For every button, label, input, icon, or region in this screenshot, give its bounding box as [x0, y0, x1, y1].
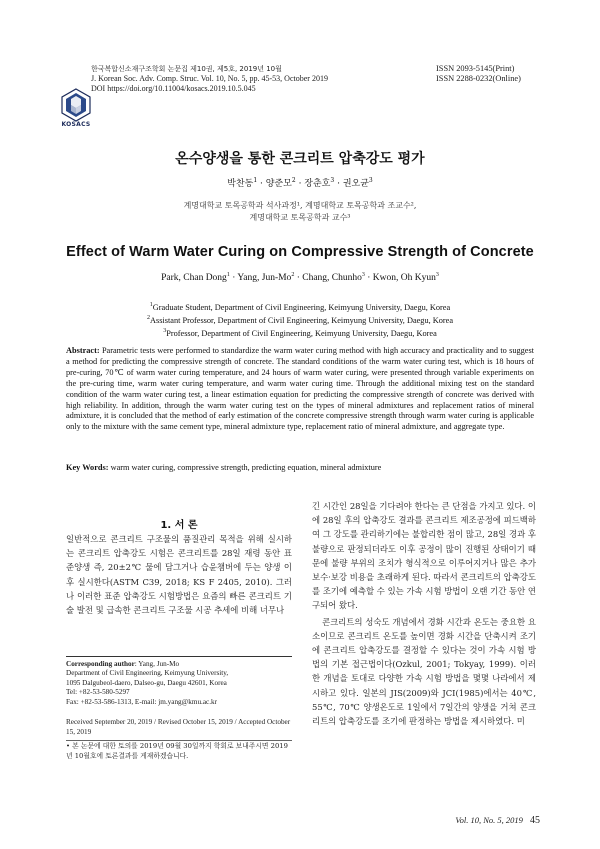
body-paragraph: 긴 시간인 28일을 기다려야 한다는 큰 단점을 가지고 있다. 이에 28일 후의 압축강도 결과를 콘크리트 제조공정에 피드백하여 그 강도를 관리하기에는 불합리한 점이 많고, 28일 경과 후 불량으로 판정되더라도 이후 공정이 많이 진행된 상태이기 때문에 불량 부위의 조치가 형식적으로 이루어지거나 많은 추가 보수·보강 비용을 초래하게 된다. 따라서 콘크리트의 압축강도를 조기에 예측할 수 있는 가속 시험 방법이 오랜 기간 동안 연구되어 왔다. — [312, 501, 536, 611]
journal-name-en: J. Korean Soc. Adv. Comp. Struc. Vol. 10, No. 5, pp. 45-53, October 2019 — [91, 74, 328, 83]
corresponding-name: : Yang, Jun-Mo — [134, 660, 180, 668]
authors-en — [0, 272, 600, 283]
kosacs-logo-icon — [60, 88, 92, 122]
author-separator: · — [229, 273, 238, 284]
author-superscript: 1 — [253, 177, 258, 184]
journal-header — [91, 64, 391, 94]
corresponding-line: 1095 Dalgubeol-daero, Dalseo-gu, Daegu 42601, Korea — [66, 678, 227, 687]
footnote-divider — [66, 656, 292, 657]
author-separator: · — [294, 273, 303, 284]
author-separator: · — [295, 179, 305, 189]
journal-name-ko: 한국복합신소재구조학회 논문집 제10권, 제5호, 2019년 10월 — [91, 65, 282, 73]
issn-block — [436, 64, 576, 84]
paper-title-ko: 온수양생을 통한 콘크리트 압축강도 평가 — [175, 151, 425, 167]
affiliation-en-line — [0, 313, 600, 326]
author-en-name: Park, Chan Dong — [161, 273, 227, 284]
affiliation-superscript: 3 — [163, 327, 167, 334]
affiliations-ko — [0, 200, 600, 224]
corresponding-line: Fax: +82-53-586-1313, E-mail: jm.yang@kmu.ac.kr — [66, 697, 218, 706]
abstract — [66, 346, 534, 433]
author-en-name: Yang, Jun-Mo — [237, 273, 292, 284]
body-paragraph: 콘크리트의 성숙도 개념에서 경화 시간과 온도는 중요한 요소이므로 콘크리트 온도를 높이면 경화 시간을 단축시켜 조기에 콘크리트 압축강도를 결정할 수 있다는 것이 가속 시험 방법의 기본 접근법이다(Ozkul, 2001; Tokyay, 1999). 이러한 개념을 토대로 다양한 가속 시험 방법을 몇몇 나라에서 제시하고 있다. 일본의 JIS(2009)와 JCI(1985)에서는 40℃, 55℃, 70℃ 양생온도로 1일에서 7일간의 양생을 거쳐 콘크리트의 압축강도를 조기에 판정하는 방법을 제시하였다. 미 — [312, 616, 536, 727]
author-separator: · — [257, 179, 266, 189]
body-column-right — [312, 499, 536, 728]
author-separator: · — [334, 179, 343, 189]
keywords-label: Key Words: — [66, 463, 109, 472]
author-ko-name: 권오균 — [342, 179, 369, 189]
author-superscript: 2 — [291, 272, 295, 278]
logo-label: KOSACS — [61, 121, 91, 128]
affiliation-text: Professor, Department of Civil Engineering, Keimyung University, Daegu, Korea — [166, 328, 437, 338]
affiliations-en — [0, 300, 600, 338]
affiliation-en-line — [0, 300, 600, 313]
issn-print: ISSN 2093-5145(Print) — [436, 64, 515, 73]
author-superscript: 2 — [291, 177, 296, 184]
footer-volume: Vol. 10, No. 5, 2019 — [455, 815, 523, 825]
author-en-name: Chang, Chunho — [302, 273, 362, 284]
body-paragraph: 일반적으로 콘크리트 구조물의 품질관리 목적을 위해 실시하는 콘크리트 압축강도 시험은 콘크리트를 28일 재령 동안 표준양생 즉, 20±2℃ 물에 담그거나 습윤챔버에 두는 양생 이후 실시한다(ASTM C39, 2018; KS F 2405, 2010). 그러나 이러한 표준 압축강도 시험방법은 요즘의 빠른 콘크리트 기술 발전 및 급속한 콘크리트 구조물 시공 추세에 비해 너무나 — [66, 534, 292, 616]
corresponding-line: Department of Civil Engineering, Keimyung University, — [66, 669, 229, 678]
corresponding-line: Tel: +82-53-580-5297 — [66, 688, 130, 697]
page-number: 45 — [530, 815, 540, 826]
affiliation-en-line — [0, 326, 600, 339]
authors-ko — [0, 176, 600, 189]
page-footer — [440, 815, 540, 826]
author-superscript: 3 — [330, 177, 335, 184]
author-separator: · — [364, 273, 373, 284]
received-dates: Received September 20, 2019 / Revised October 15, 2019 / Accepted October 15, 2019 — [66, 718, 291, 736]
abstract-text: Parametric tests were performed to standardize the warm water curing method with high accuracy and practicality and to suggest a method for predicting the compressive strength of concrete. The standard conditions of the warm water curing test, which is 18 hours of pre-curing, 70℃ of warm water curing temperature, and 24 hours of warm water curing, were presented through variable experiments on the pre-curing time, warm water curing temperature, and warm water curing time. Through the additional mixing test on the standard condition of the warm water curing test, a linear estimation equation for predicting the compressive strength of concrete was derived with high reliability. In addition, through the warm water curing test on the types of mineral admixtures and replacement ratios of mineral admixture, it is concluded that the method of early estimation of the concrete compressive strength through warm water curing is applicable only to the mixture with the same cement type, mineral admixture type, replacement ratio of mineral admixture, and aggregate type. — [66, 346, 534, 432]
author-superscript: 1 — [226, 272, 230, 278]
affiliation-ko-line: 계명대학교 토목공학과 석사과정¹, 계명대학교 토목공학과 조교수², — [183, 201, 417, 210]
body-column-left — [66, 532, 292, 617]
affiliation-superscript: 1 — [149, 302, 153, 308]
author-superscript: 3 — [361, 272, 365, 278]
section-title: 1. 서 론 — [160, 520, 198, 531]
corresponding-label: Corresponding author — [66, 660, 135, 668]
author-superscript: 3 — [435, 272, 439, 278]
affiliation-text: Assistant Professor, Department of Civil Engineering, Keimyung University, Daegu, Korea — [149, 315, 454, 325]
issn-online: ISSN 2288-0232(Online) — [436, 74, 521, 83]
keywords — [66, 463, 534, 472]
affiliation-text: Graduate Student, Department of Civil Engineering, Keimyung University, Daegu, Korea — [152, 302, 451, 312]
abstract-label: Abstract: — [66, 346, 100, 355]
discussion-note: • 본 논문에 대한 토의를 2019년 09월 30일까지 학회로 보내주시면 2019년 10월호에 토론결과를 게재하겠습니다. — [66, 742, 288, 760]
note-divider — [66, 740, 292, 741]
keywords-text: warm water curing, compressive strength, predicting equation, mineral admixture — [110, 463, 382, 472]
author-ko-name: 장춘호 — [304, 179, 331, 189]
author-ko-name: 박찬동 — [227, 179, 254, 189]
author-superscript: 3 — [368, 177, 373, 184]
affiliation-superscript: 2 — [146, 314, 150, 321]
author-en-name: Kwon, Oh Kyun — [372, 273, 436, 284]
author-ko-name: 양준모 — [265, 179, 292, 189]
paper-title-en: Effect of Warm Water Curing on Compressive Strength of Concrete — [66, 244, 534, 260]
doi-link[interactable]: DOI https://doi.org/10.11004/kosacs.2019.10.5.045 — [91, 84, 256, 93]
corresponding-author — [66, 660, 292, 707]
affiliation-ko-line: 계명대학교 토목공학과 교수³ — [249, 213, 351, 222]
